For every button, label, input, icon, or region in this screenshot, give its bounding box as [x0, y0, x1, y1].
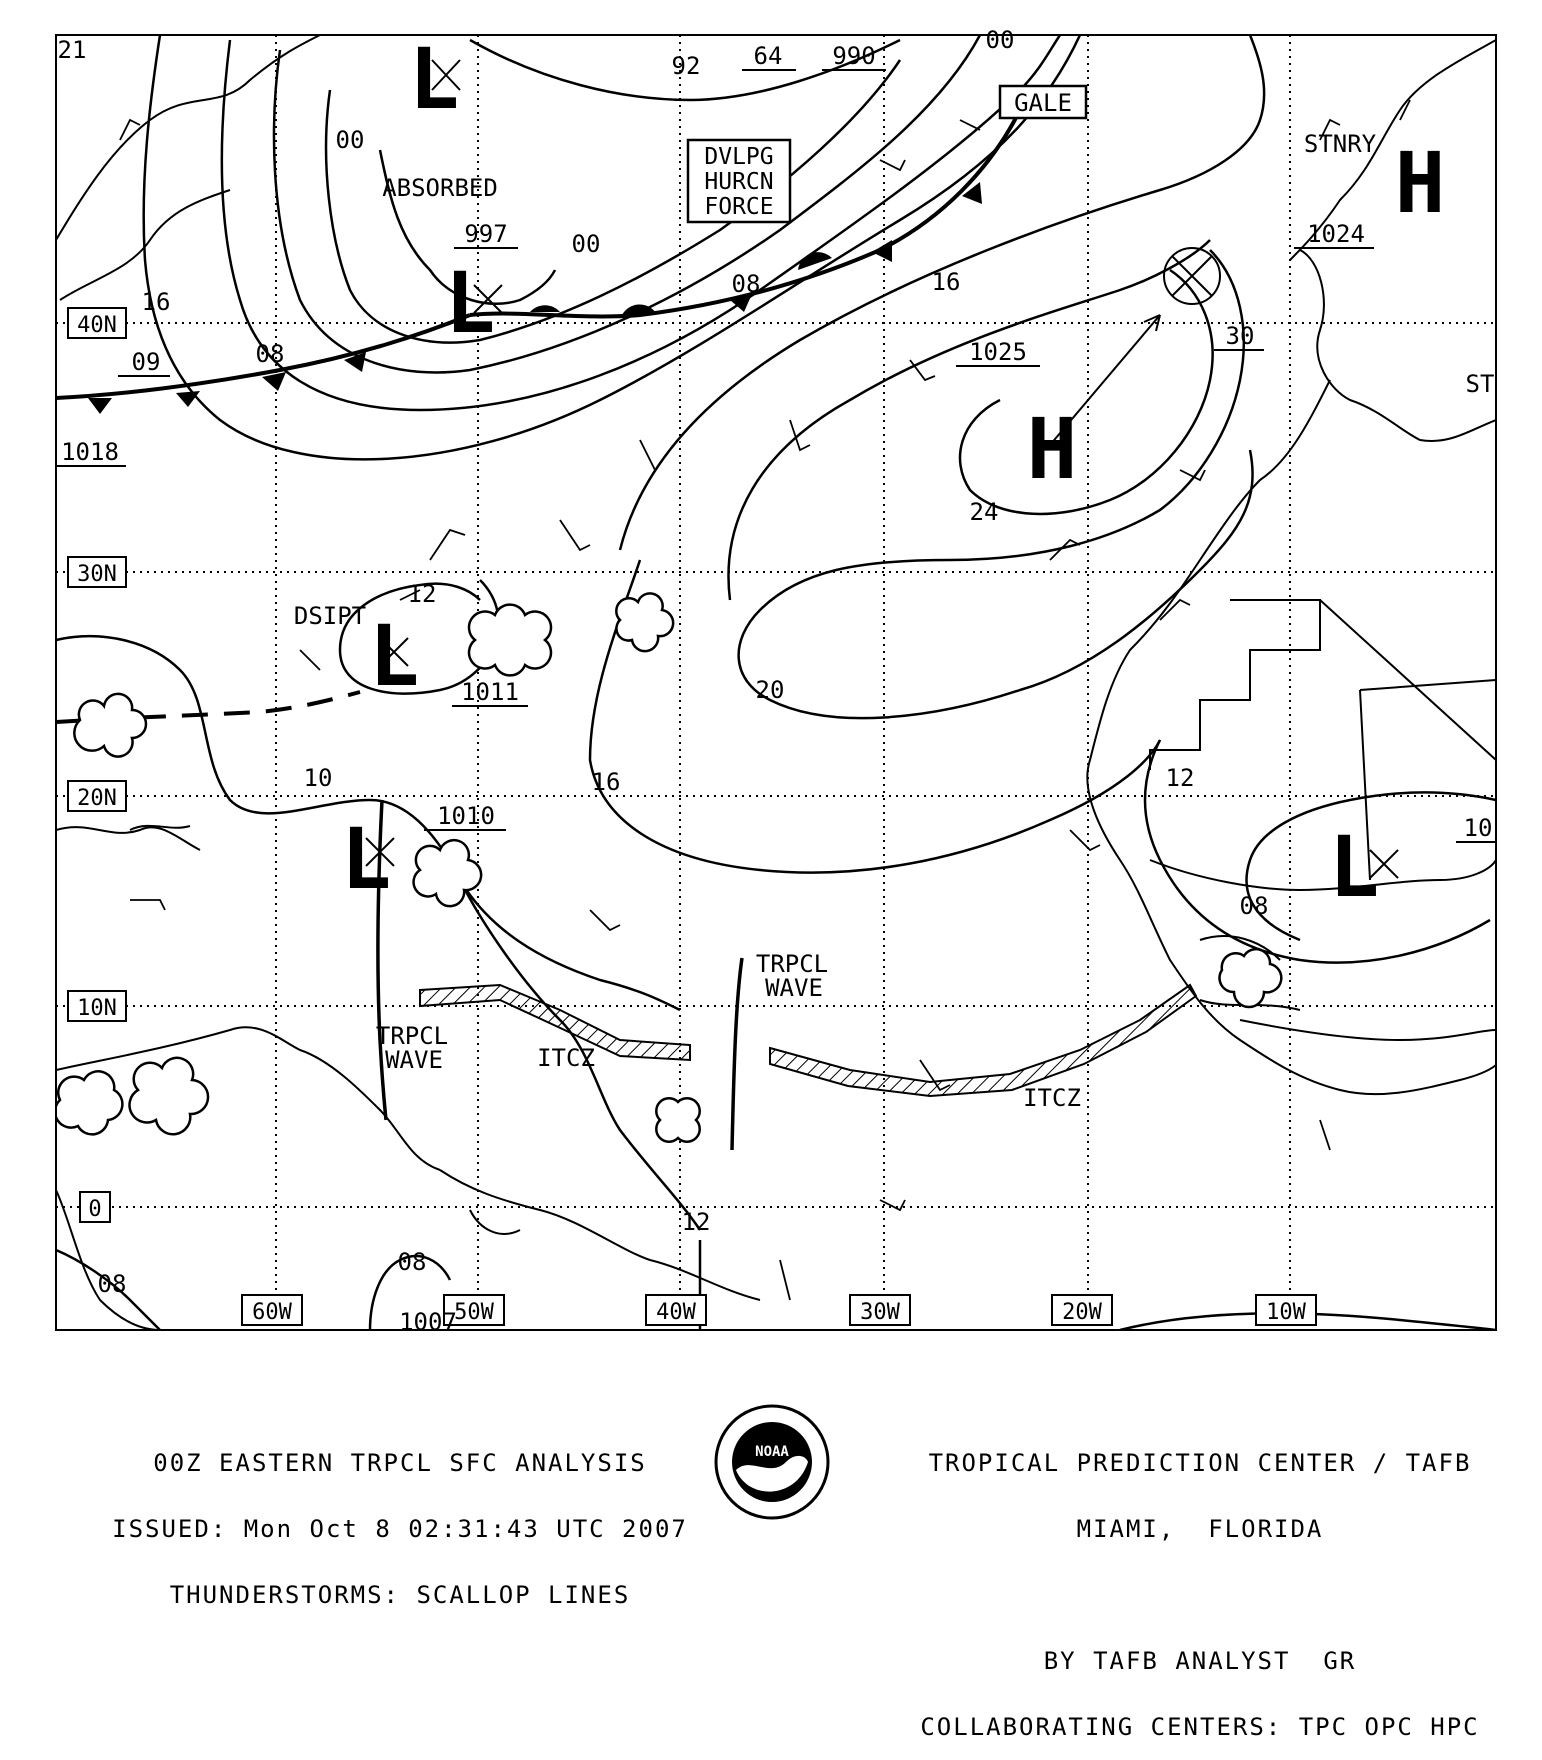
noaa-logo-text: NOAA	[755, 1444, 789, 1460]
dsipt-label: DSIPT	[293, 602, 367, 630]
lat-label-20n: 20N	[77, 786, 117, 811]
isobar-label: 08	[255, 340, 285, 368]
pressure-1025: 1025	[969, 338, 1027, 366]
isobar-label: 20	[755, 676, 785, 704]
lon-label-10w: 10W	[1266, 1300, 1306, 1325]
isobar-label: 12	[1165, 764, 1195, 792]
isobar-label: 16	[141, 288, 171, 316]
footer-right	[880, 1408, 1520, 1760]
lon-label-20w: 20W	[1062, 1300, 1102, 1325]
lon-label-50w: 50W	[454, 1300, 494, 1325]
itcz-label-2: ITCZ	[1023, 1084, 1081, 1112]
footer-location: MIAMI, FLORIDA	[1076, 1515, 1324, 1543]
force-box-line-1: DVLPG	[704, 144, 774, 170]
isobar-label: 00	[985, 26, 1015, 54]
isobar-label: 24	[969, 498, 999, 526]
footer-collaborating: COLLABORATING CENTERS: TPC OPC HPC	[920, 1713, 1480, 1741]
isobar-label: 16	[591, 768, 621, 796]
isobar-label: 10	[1463, 814, 1493, 842]
isobar-label: 64	[753, 42, 783, 70]
noaa-logo	[716, 1406, 828, 1518]
isobar-label: 10	[303, 764, 333, 792]
lon-label-60w: 60W	[252, 1300, 292, 1325]
isobar-label: 08	[731, 270, 761, 298]
low-symbol-1011: L	[368, 607, 420, 705]
itcz-label-1: ITCZ	[537, 1044, 595, 1072]
lat-label-40n: 40N	[77, 313, 117, 338]
trpcl-wave-1-line-1: TRPCL	[375, 1022, 449, 1050]
force-box-line-3: FORCE	[704, 194, 774, 220]
pressure-997: 997	[464, 220, 508, 248]
lon-label-30w: 30W	[860, 1300, 900, 1325]
pressure-1024: 1024	[1307, 220, 1365, 248]
trpcl-wave-2-line-1: TRPCL	[755, 950, 829, 978]
pressure-1011: 1011	[461, 678, 519, 706]
low-symbol-1010: L	[340, 810, 392, 908]
isobar-label: 990	[832, 42, 876, 70]
isobar-label: 12	[407, 580, 437, 608]
isobar-label: 16	[931, 268, 961, 296]
isobar-label: 08	[1239, 892, 1269, 920]
isobar-label: ST	[1465, 370, 1495, 398]
lat-label-10n: 10N	[77, 996, 117, 1021]
isobar-label: 30	[1225, 322, 1255, 350]
low-symbol-africa: L	[1328, 818, 1380, 916]
isobar-label: 1007	[399, 1308, 457, 1336]
isobar-label: 00	[571, 230, 601, 258]
absorbed-label: ABSORBED	[382, 174, 498, 202]
footer-analyst: BY TAFB ANALYST GR	[1043, 1647, 1357, 1675]
lat-label-0: 0	[88, 1197, 102, 1222]
pressure-1010: 1010	[437, 802, 495, 830]
high-symbol-1025: H	[1026, 400, 1078, 498]
stnry-label: STNRY	[1303, 130, 1377, 158]
gale-label: GALE	[1014, 89, 1072, 117]
high-symbol-stnry: H	[1394, 134, 1446, 232]
lon-label-40w: 40W	[656, 1300, 696, 1325]
isobar-label: 12	[681, 1208, 711, 1236]
isobar-label: 08	[397, 1248, 427, 1276]
trpcl-wave-2-line-2: WAVE	[765, 974, 823, 1002]
isobar-label: 09	[131, 348, 161, 376]
footer-center-name: TROPICAL PREDICTION CENTER / TAFB	[928, 1449, 1472, 1477]
footer-issued: ISSUED: Mon Oct 8 02:31:43 UTC 2007	[112, 1515, 688, 1543]
isobar-label: 1018	[61, 438, 119, 466]
footer-thunderstorms: THUNDERSTORMS: SCALLOP LINES	[169, 1581, 631, 1609]
low-symbol-997: L	[444, 254, 496, 352]
footer-left	[80, 1408, 720, 1628]
lat-label-30n: 30N	[77, 562, 117, 587]
isobar-label: 21	[57, 36, 87, 64]
low-symbol-nw: L	[408, 30, 460, 128]
footer-title: 00Z EASTERN TRPCL SFC ANALYSIS	[153, 1449, 647, 1477]
isobar-label: 00	[335, 126, 365, 154]
footer-spacer	[880, 1584, 1520, 1606]
isobar-label: 92	[671, 52, 701, 80]
isobar-label: 08	[97, 1270, 127, 1298]
force-box-line-2: HURCN	[704, 169, 774, 195]
trpcl-wave-1-line-2: WAVE	[385, 1046, 443, 1074]
